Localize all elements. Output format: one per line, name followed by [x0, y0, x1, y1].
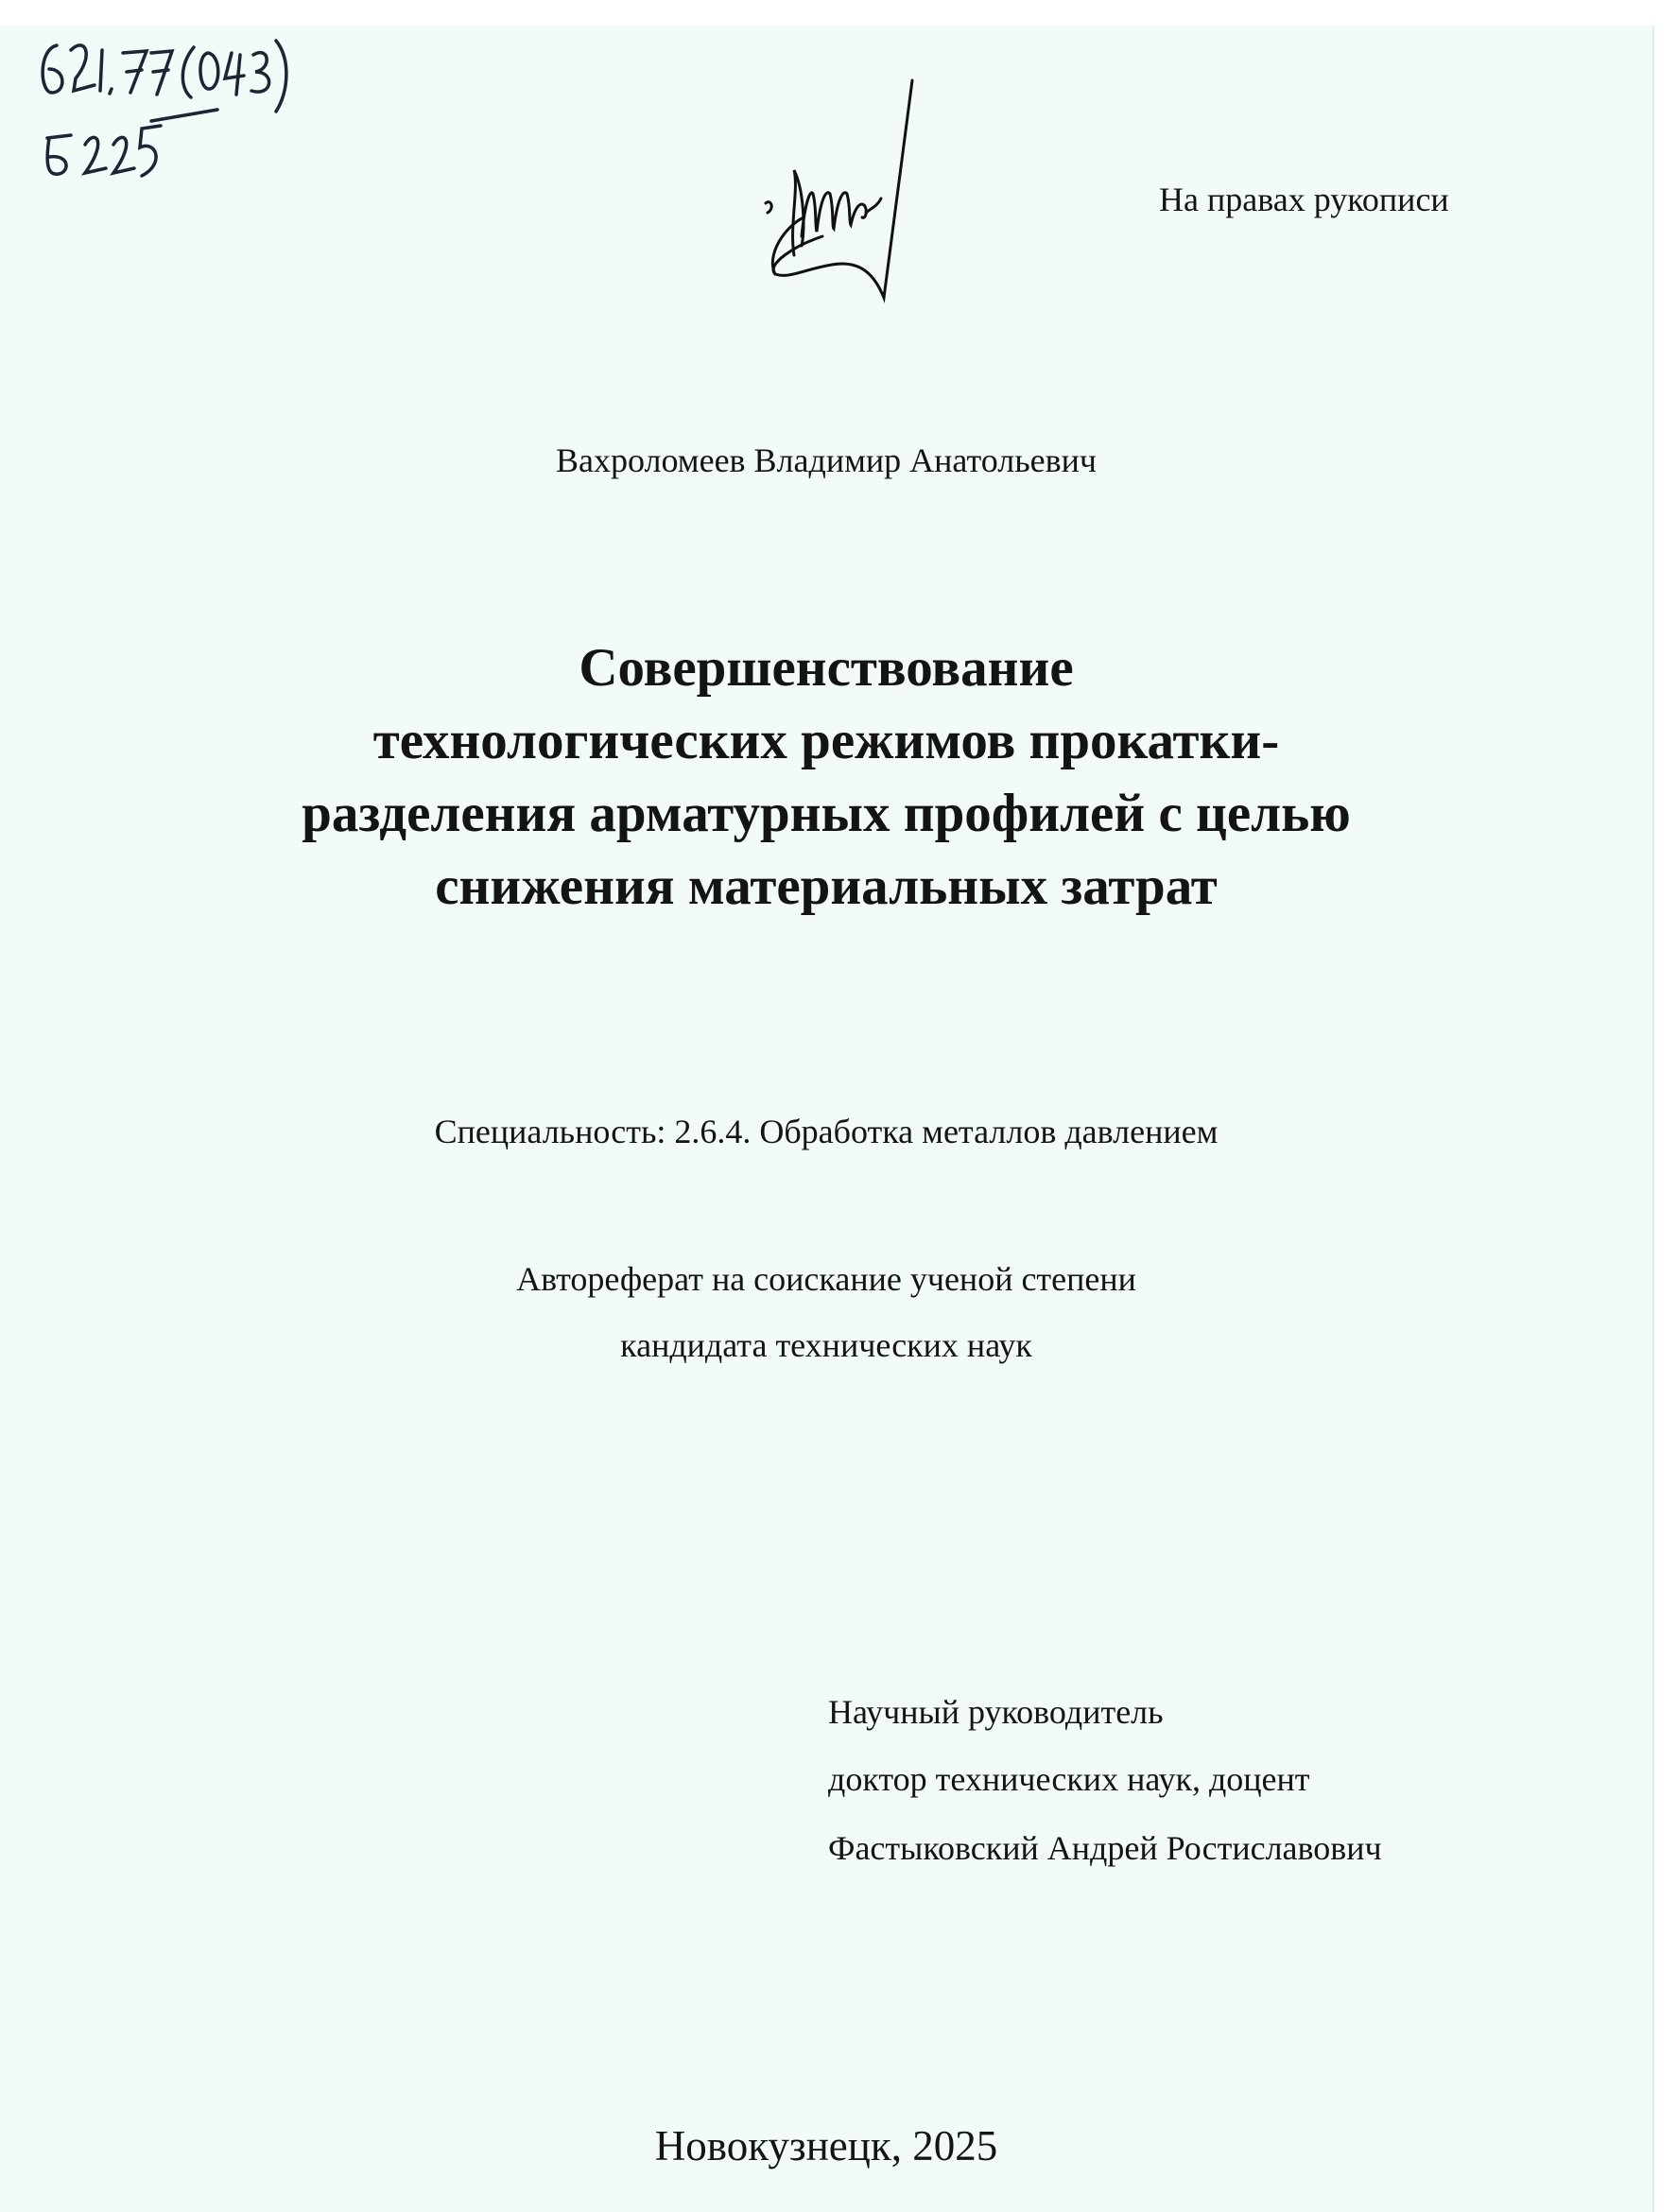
- degree-line: Автореферат на соискание ученой степени: [516, 1260, 1136, 1298]
- advisor-name: Фастыковский Андрей Ростиславович: [828, 1829, 1382, 1867]
- title-line: технологических режимов прокатки-: [372, 711, 1280, 770]
- title-line: разделения арматурных профилей с целью: [302, 784, 1351, 843]
- manuscript-rights-label: На правах рукописи: [1159, 181, 1449, 218]
- specialty: Специальность: 2.6.4. Обработка металлов давлением: [434, 1113, 1219, 1150]
- author-signature: [700, 76, 945, 321]
- advisor-label: Научный руководитель: [828, 1693, 1164, 1731]
- title-line: Совершенствование: [579, 638, 1074, 698]
- city-year: Новокузнецк, 2025: [654, 2122, 998, 2169]
- dissertation-title: [0, 631, 1652, 923]
- author-name: Вахроломеев Владимир Анатольевич: [556, 441, 1097, 479]
- degree-line: кандидата технических наук: [620, 1326, 1032, 1364]
- title-line: снижения материальных затрат: [435, 856, 1218, 916]
- handwritten-index-note: [28, 26, 444, 187]
- advisor-degree: доктор технических наук, доцент: [828, 1760, 1310, 1798]
